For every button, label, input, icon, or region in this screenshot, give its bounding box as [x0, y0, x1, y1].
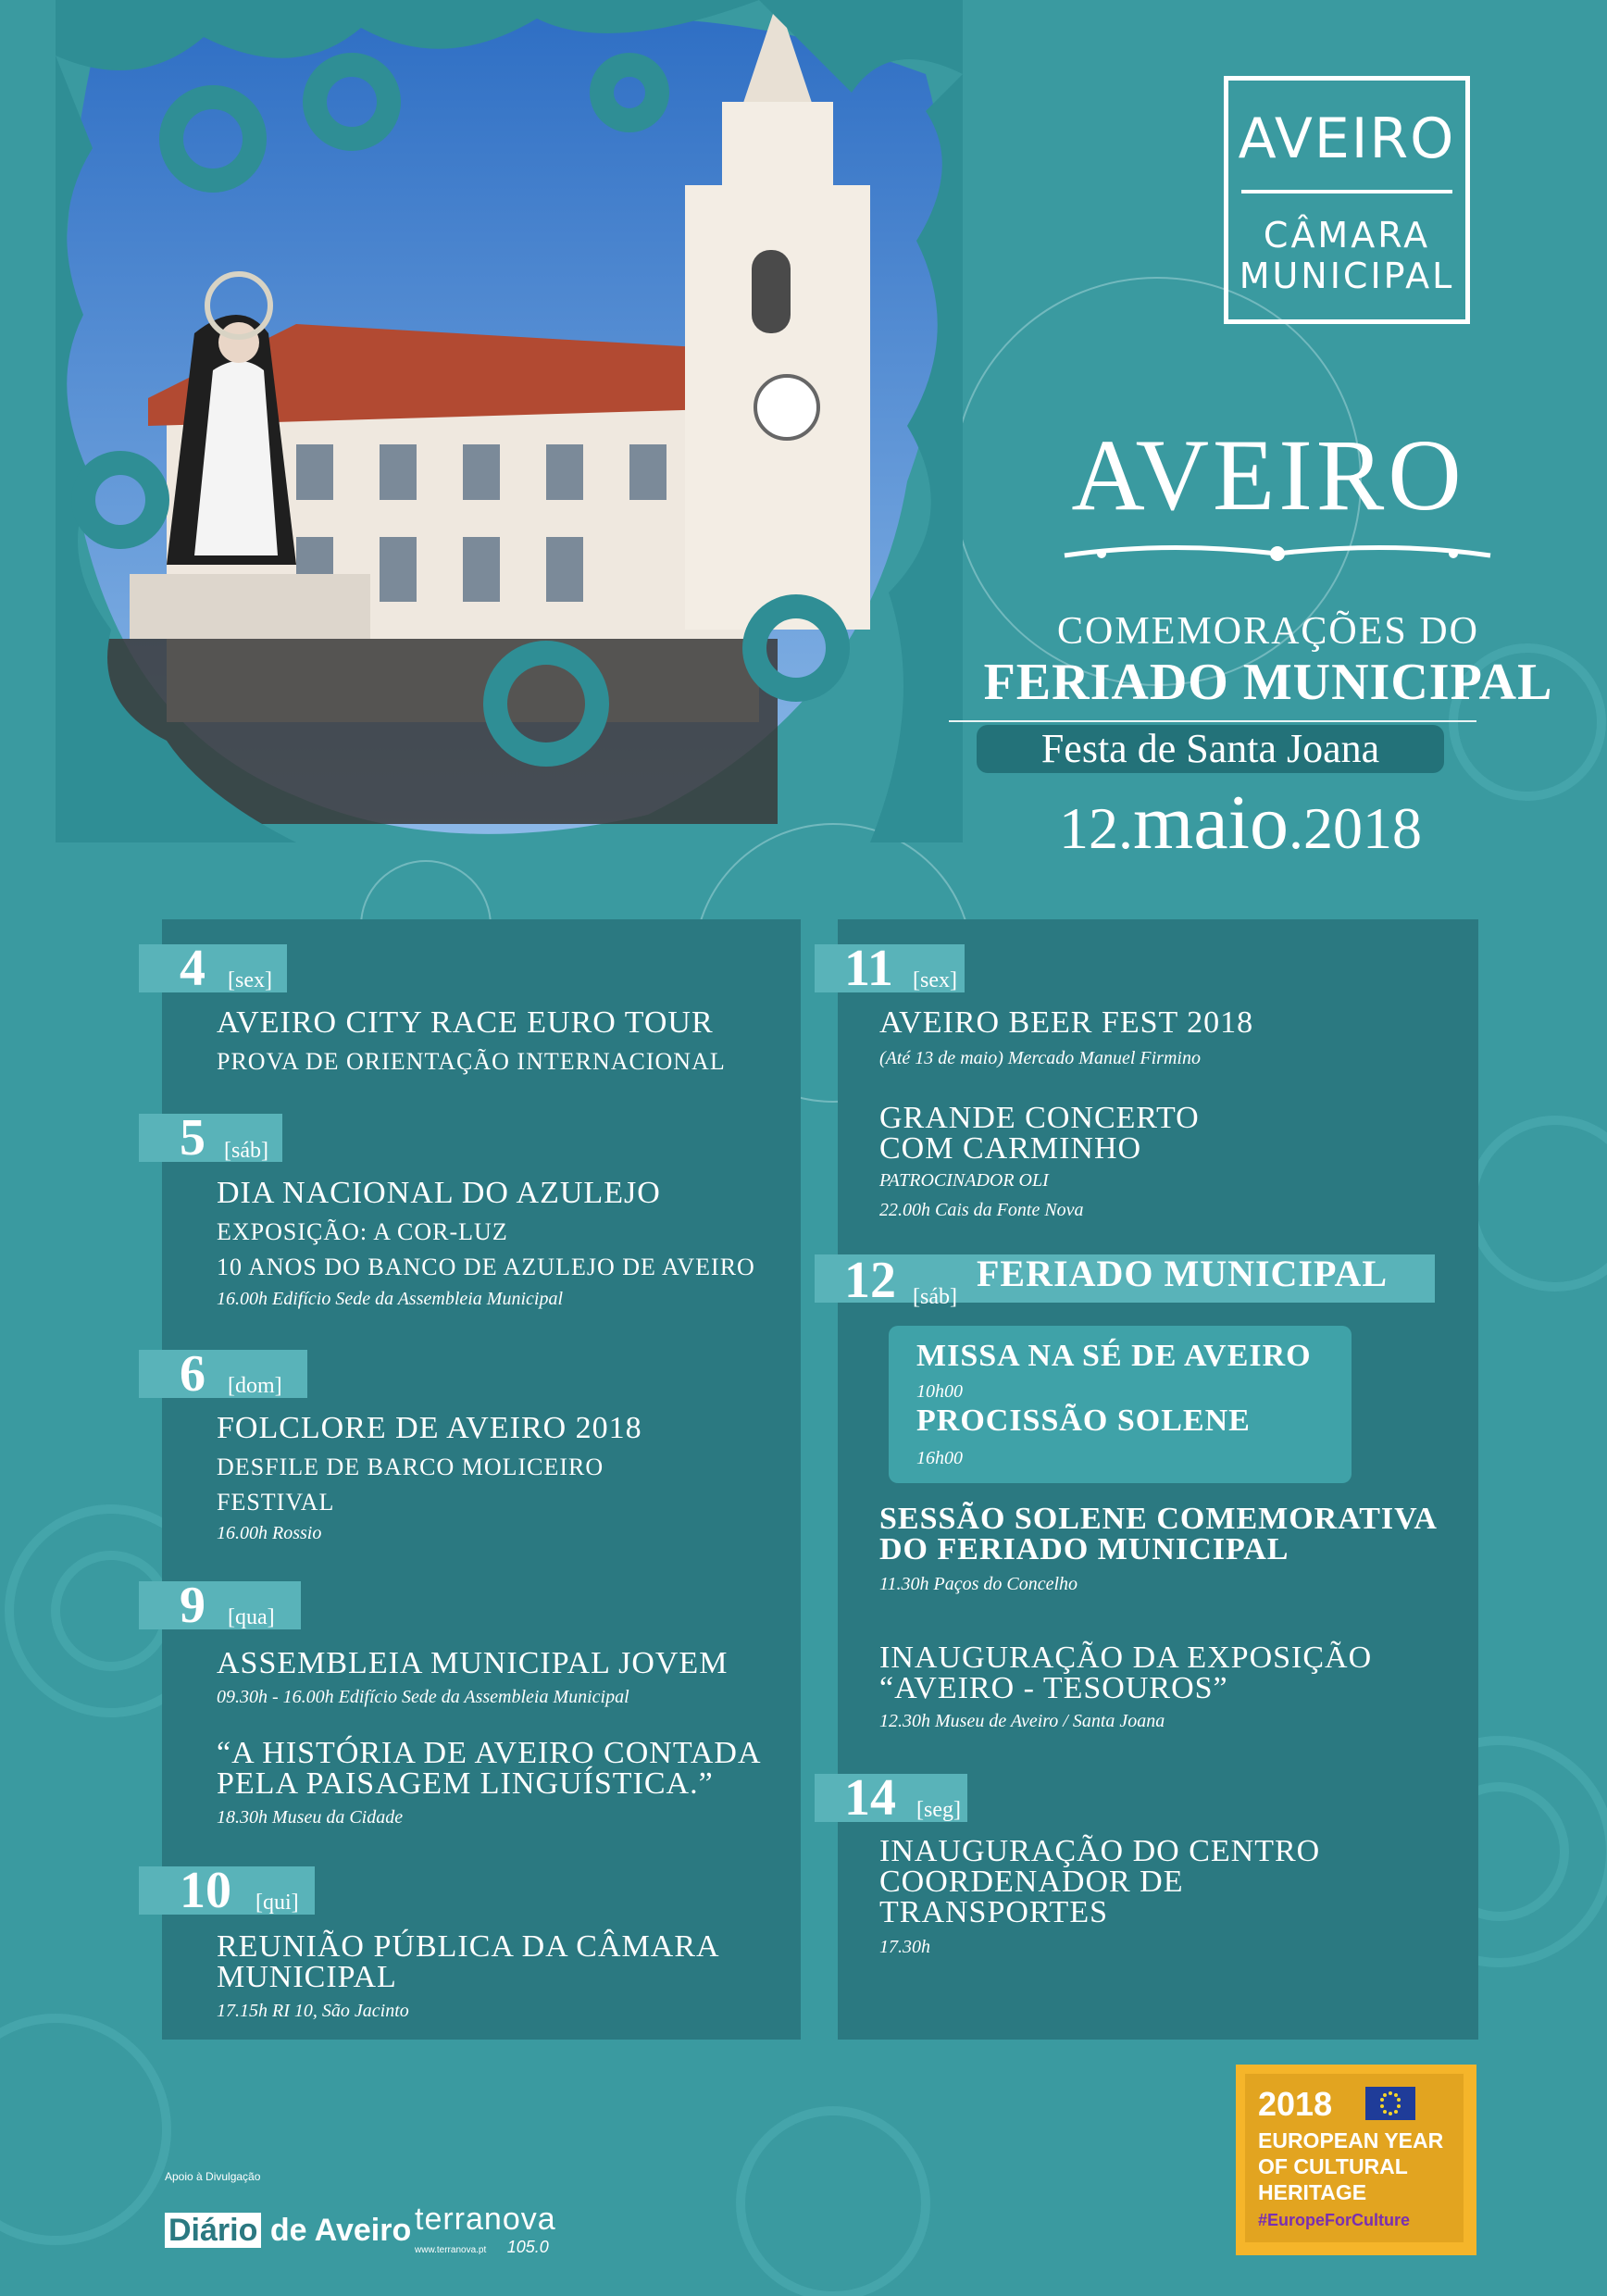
- event-title: INAUGURAÇÃO DA EXPOSIÇÃO: [879, 1641, 1373, 1675]
- title-date: 12.maio.2018: [1059, 780, 1422, 866]
- event-info: 16.00h Rossio: [217, 1523, 322, 1543]
- badge-year: 2018: [1258, 2085, 1333, 2123]
- title-rule: [949, 720, 1476, 722]
- title-festa: Festa de Santa Joana: [977, 725, 1444, 773]
- day-weekday: [qua]: [228, 1605, 275, 1629]
- day-number: 10: [180, 1862, 231, 1919]
- event-title: TRANSPORTES: [879, 1895, 1109, 1929]
- diario-de-aveiro-logo: Diário de Aveiro: [165, 2213, 411, 2249]
- day-number: 6: [180, 1345, 206, 1403]
- event-title: SESSÃO SOLENE COMEMORATIVA: [879, 1502, 1438, 1536]
- day-number: 9: [180, 1577, 206, 1634]
- event-info: 22.00h Cais da Fonte Nova: [879, 1200, 1084, 1220]
- day-weekday: [sex]: [913, 968, 957, 992]
- church-photo: [56, 0, 963, 842]
- event-title: “A HISTÓRIA DE AVEIRO CONTADA: [217, 1736, 762, 1770]
- eu-flag-icon: [1365, 2087, 1415, 2120]
- day-weekday: [sáb]: [913, 1285, 957, 1309]
- event-info: 12.30h Museu de Aveiro / Santa Joana: [879, 1711, 1165, 1731]
- logo-divider: [1241, 190, 1452, 193]
- event-subtitle: PROVA DE ORIENTAÇÃO INTERNACIONAL: [217, 1048, 726, 1075]
- day-weekday: [seg]: [916, 1798, 961, 1822]
- badge-tag: #EuropeForCulture: [1258, 2211, 1411, 2229]
- title-aveiro: AVEIRO: [1071, 418, 1465, 531]
- ornament-divider: [1046, 535, 1509, 572]
- event-title: COM CARMINHO: [879, 1131, 1142, 1166]
- day-tab-6: [139, 1345, 307, 1403]
- apoio-label: Apoio à Divulgação: [165, 2170, 261, 2183]
- day-number: 12: [844, 1252, 896, 1309]
- event-title: AVEIRO CITY RACE EURO TOUR: [217, 1005, 714, 1040]
- event-subtitle: DESFILE DE BARCO MOLICEIRO: [217, 1454, 604, 1480]
- day-weekday: [dom]: [228, 1374, 282, 1398]
- title-comemoracoes: COMEMORAÇÕES DO: [1057, 610, 1479, 653]
- event-info: 17.30h: [879, 1937, 930, 1957]
- day-tab-9: [139, 1577, 301, 1634]
- event-info: 16h00: [916, 1448, 963, 1468]
- event-info: 17.15h RI 10, São Jacinto: [217, 2001, 409, 2021]
- logo-camara: CÂMARA MUNICIPAL: [1239, 215, 1455, 296]
- terranova-logo: terranova www.terranova.pt 105.0: [415, 2202, 556, 2256]
- eu-heritage-badge: [1236, 2065, 1476, 2255]
- event-info: 09.30h - 16.00h Edifício Sede da Assembleia Municipal: [217, 1687, 629, 1707]
- event-subtitle: PATROCINADOR OLI: [879, 1170, 1049, 1191]
- event-title: MUNICIPAL: [217, 1960, 397, 1994]
- event-subtitle: EXPOSIÇÃO: A COR-LUZ: [217, 1218, 508, 1245]
- title-feriado: FERIADO MUNICIPAL: [983, 654, 1553, 711]
- event-title: FOLCLORE DE AVEIRO 2018: [217, 1411, 642, 1445]
- day-weekday: [sáb]: [224, 1139, 268, 1163]
- event-title: “AVEIRO - TESOUROS”: [879, 1671, 1228, 1705]
- day-number: 11: [844, 940, 893, 997]
- event-title: DIA NACIONAL DO AZULEJO: [217, 1176, 661, 1210]
- logo-aveiro: AVEIRO: [1238, 106, 1456, 171]
- day-weekday: [qui]: [255, 1890, 299, 1915]
- event-info: 18.30h Museu da Cidade: [217, 1807, 404, 1828]
- event-subtitle: FESTIVAL: [217, 1489, 335, 1516]
- event-title: MISSA NA SÉ DE AVEIRO: [916, 1339, 1312, 1373]
- event-title: PELA PAISAGEM LINGUÍSTICA.”: [217, 1766, 714, 1801]
- event-title: INAUGURAÇÃO DO CENTRO: [879, 1834, 1321, 1868]
- badge-text: EUROPEAN YEAR OF CULTURAL HERITAGE: [1258, 2128, 1444, 2204]
- day-number: 5: [180, 1109, 206, 1167]
- event-title: ASSEMBLEIA MUNICIPAL JOVEM: [217, 1646, 729, 1680]
- camara-municipal-logo: [1224, 76, 1470, 324]
- event-title: DO FERIADO MUNICIPAL: [879, 1532, 1289, 1566]
- event-title: COORDENADOR DE: [879, 1865, 1184, 1899]
- event-title: GRANDE CONCERTO: [879, 1101, 1200, 1135]
- event-title: AVEIRO BEER FEST 2018: [879, 1005, 1254, 1040]
- event-subtitle: 10 ANOS DO BANCO DE AZULEJO DE AVEIRO: [217, 1254, 755, 1280]
- event-info: 11.30h Paços do Concelho: [879, 1574, 1078, 1594]
- day-weekday: [sex]: [228, 968, 272, 992]
- day-number: 14: [844, 1769, 896, 1827]
- event-info: (Até 13 de maio) Mercado Manuel Firmino: [879, 1048, 1201, 1068]
- event-info: 10h00: [916, 1381, 963, 1402]
- day-number: 4: [180, 940, 206, 997]
- event-info: 16.00h Edifício Sede da Assembleia Municipal: [217, 1289, 564, 1309]
- event-title: PROCISSÃO SOLENE: [916, 1404, 1251, 1438]
- day-heading: FERIADO MUNICIPAL: [977, 1253, 1389, 1294]
- event-title: REUNIÃO PÚBLICA DA CÂMARA: [217, 1929, 720, 1964]
